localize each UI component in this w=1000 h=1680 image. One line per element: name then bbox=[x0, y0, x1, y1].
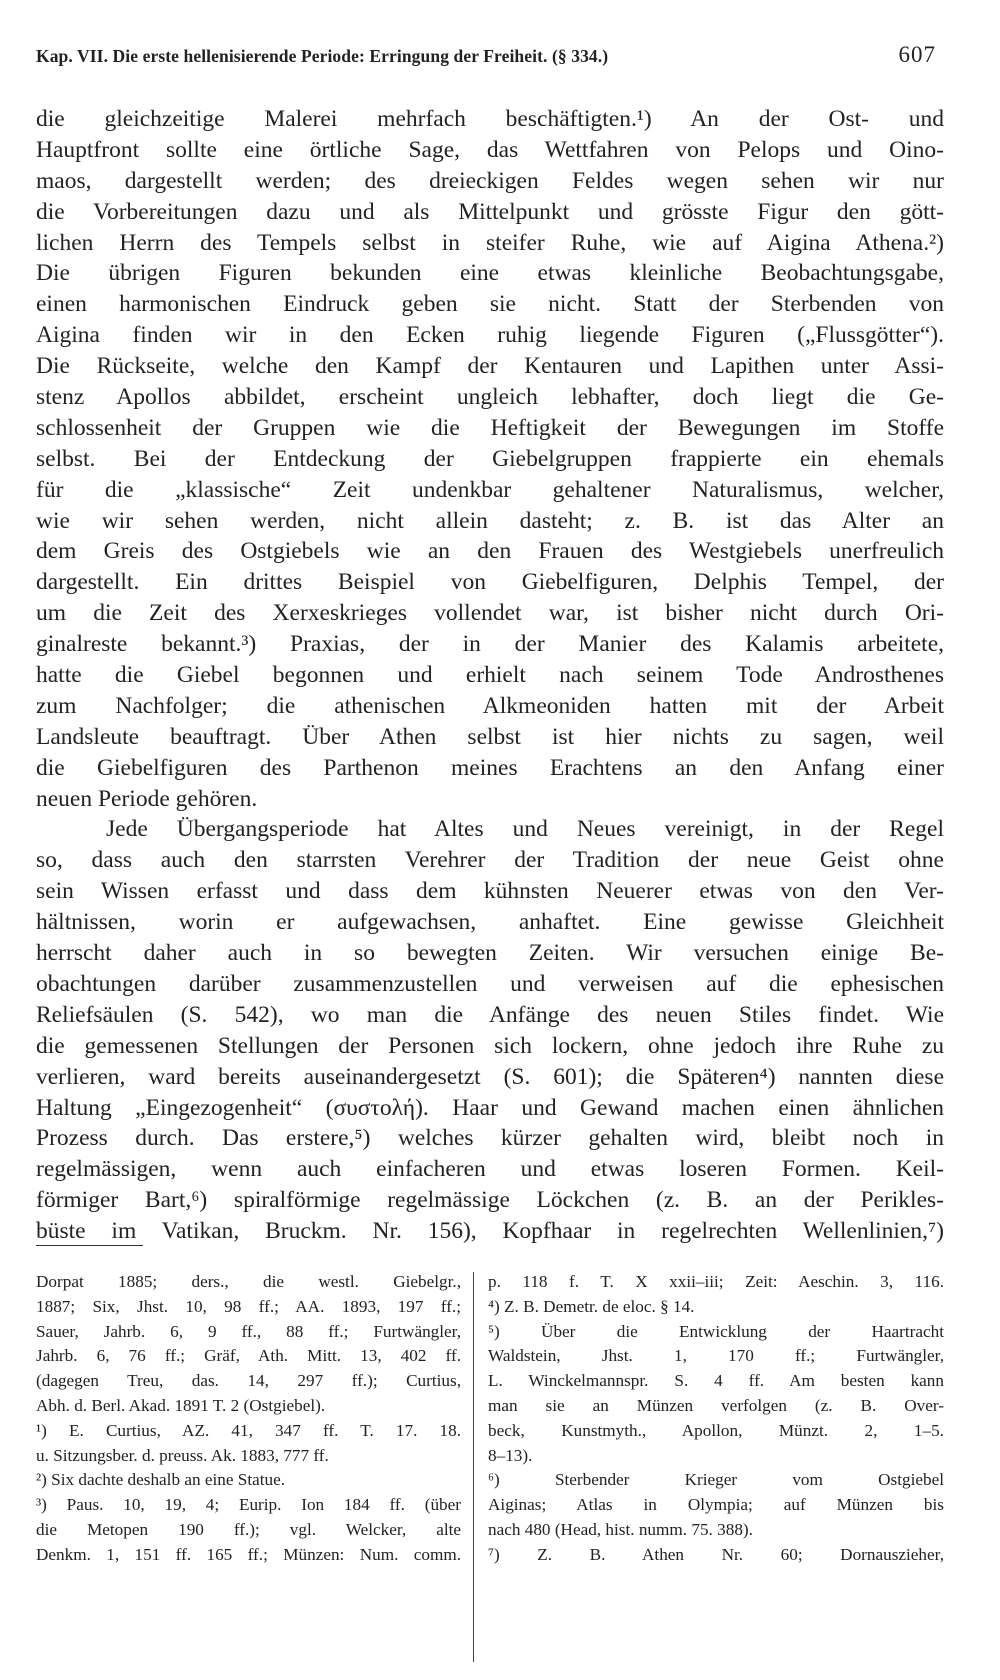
text-line: zum Nachfolger; die athenischen Alkmeoniden hatten mit der Arbeit bbox=[36, 692, 944, 719]
footnote-column-rule bbox=[473, 1272, 474, 1662]
text-line: stenz Apollos abbildet, erscheint ungleich lebhafter, doch liegt die Ge- bbox=[36, 384, 944, 411]
text-line: büste im Vatikan, Bruckm. Nr. 156), Kopfhaar in regelrechten Wellenlinien,⁷) bbox=[36, 1218, 944, 1245]
text-line: Haltung „Eingezogenheit“ (συστολή). Haar und Gewand machen einen ähnlichen bbox=[36, 1094, 944, 1121]
text-line: herrscht daher auch in so bewegten Zeiten. Wir versuchen einige Be- bbox=[36, 940, 944, 967]
footnote-line: Waldstein, Jhst. 1, 170 ff.; Furtwängler, bbox=[488, 1346, 944, 1366]
text-line: Die Rückseite, welche den Kampf der Kentauren und Lapithen unter Assi- bbox=[36, 353, 944, 380]
footnotes-left-column bbox=[36, 1270, 461, 1568]
text-line: selbst. Bei der Entdeckung der Giebelgruppen frappierte ein ehemals bbox=[36, 445, 944, 472]
text-line: lichen Herrn des Tempels selbst in steifer Ruhe, wie auf Aigina Athena.²) bbox=[36, 229, 944, 256]
footnote-line: ³) Paus. 10, 19, 4; Eurip. Ion 184 ff. (über bbox=[36, 1495, 461, 1515]
text-line: Prozess durch. Das erstere,⁵) welches kürzer gehalten wird, bleibt noch in bbox=[36, 1125, 944, 1152]
footnote-line: ⁵) Über die Entwicklung der Haartracht bbox=[488, 1321, 944, 1341]
text-line: neuen Periode gehören. bbox=[36, 785, 258, 812]
text-line: maos, dargestellt werden; des dreieckigen Feldes wegen sehen wir nur bbox=[36, 167, 944, 194]
text-line: sein Wissen erfasst und dass dem kühnsten Neuerer etwas von den Ver- bbox=[36, 878, 944, 905]
footnote-line: ⁷) Z. B. Athen Nr. 60; Dornauszieher, bbox=[488, 1544, 944, 1564]
footnote-line: beck, Kunstmyth., Apollon, Münzt. 2, 1–5. bbox=[488, 1420, 944, 1440]
text-line: Landsleute beauftragt. Über Athen selbst ist hier nichts zu sagen, weil bbox=[36, 723, 944, 750]
text-line: für die „klassische“ Zeit undenkbar gehaltener Naturalismus, welcher, bbox=[36, 476, 944, 503]
text-line: ginalreste bekannt.³) Praxias, der in der Manier des Kalamis arbeitete, bbox=[36, 631, 944, 658]
running-head bbox=[36, 42, 936, 76]
footnote-line: ⁴) Z. B. Demetr. de eloc. § 14. bbox=[488, 1296, 695, 1316]
text-line: hatte die Giebel begonnen und erhielt nach seinem Tode Androsthenes bbox=[36, 662, 944, 689]
text-line: dargestellt. Ein drittes Beispiel von Giebelfiguren, Delphis Tempel, der bbox=[36, 569, 944, 596]
text-line: förmiger Bart,⁶) spiralförmige regelmässige Löckchen (z. B. an der Perikles- bbox=[36, 1187, 944, 1214]
paragraph-start-line: Jede Übergangsperiode hat Altes und Neues vereinigt, in der Regel bbox=[106, 816, 944, 843]
footnote-line: nach 480 (Head, hist. numm. 75. 388). bbox=[488, 1519, 753, 1539]
text-line: Reliefsäulen (S. 542), wo man die Anfänge des neuen Stiles findet. Wie bbox=[36, 1001, 944, 1028]
footnote-line: Sauer, Jahrb. 6, 9 ff., 88 ff.; Furtwängler, bbox=[36, 1321, 461, 1341]
footnote-line: (dagegen Treu, das. 14, 297 ff.); Curtius, bbox=[36, 1371, 461, 1391]
footnote-line: 1887; Six, Jhst. 10, 98 ff.; AA. 1893, 197 ff.; bbox=[36, 1296, 461, 1316]
footnote-line: ¹) E. Curtius, AZ. 41, 347 ff. T. 17. 18. bbox=[36, 1420, 461, 1440]
text-line: verlieren, ward bereits auseinandergesetzt (S. 601); die Späteren⁴) nannten diese bbox=[36, 1063, 944, 1090]
text-line: die gemessenen Stellungen der Personen sich lockern, ohne jedoch ihre Ruhe zu bbox=[36, 1032, 944, 1059]
text-line: hältnissen, worin er aufgewachsen, anhaftet. Eine gewisse Gleichheit bbox=[36, 909, 944, 936]
text-line: Die übrigen Figuren bekunden eine etwas kleinliche Beobachtungsgabe, bbox=[36, 260, 944, 287]
footnote-line: u. Sitzungsber. d. preuss. Ak. 1883, 777 ff. bbox=[36, 1445, 329, 1465]
text-line: so, dass auch den starrsten Verehrer der Tradition der neue Geist ohne bbox=[36, 847, 944, 874]
text-line: Aigina finden wir in den Ecken ruhig liegende Figuren („Flussgötter“). bbox=[36, 322, 944, 349]
text-line: obachtungen darüber zusammenzustellen und verweisen auf die ephesischen bbox=[36, 970, 944, 997]
footnote-line: die Metopen 190 ff.); vgl. Welcker, alte bbox=[36, 1519, 461, 1539]
text-line: dem Greis des Ostgiebels wie an den Frauen des Westgiebels unerfreulich bbox=[36, 538, 944, 565]
text-line: einen harmonischen Eindruck geben sie nicht. Statt der Sterbenden von bbox=[36, 291, 944, 318]
footnote-line: Dorpat 1885; ders., die westl. Giebelgr., bbox=[36, 1272, 461, 1291]
footnote-line: man sie an Münzen verfolgen (z. B. Over- bbox=[488, 1395, 944, 1415]
footnote-line: p. 118 f. T. X xxii–iii; Zeit: Aeschin. 3, 116. bbox=[488, 1272, 944, 1291]
footnote-line: ²) Six dachte deshalb an eine Statue. bbox=[36, 1470, 286, 1490]
text-line: wie wir sehen werden, nicht allein dasteht; z. B. ist das Alter an bbox=[36, 507, 944, 534]
footnote-line: Abh. d. Berl. Akad. 1891 T. 2 (Ostgiebel). bbox=[36, 1395, 326, 1415]
footnote-separator bbox=[36, 1245, 143, 1246]
text-line: Hauptfront sollte eine örtliche Sage, das Wettfahren von Pelops und Oino- bbox=[36, 136, 944, 163]
text-line: regelmässigen, wenn auch einfacheren und etwas loseren Formen. Keil- bbox=[36, 1156, 944, 1183]
text-line: um die Zeit des Xerxeskrieges vollendet war, ist bisher nicht durch Ori- bbox=[36, 600, 944, 627]
main-text bbox=[36, 104, 944, 1247]
page-number: 607 bbox=[898, 42, 936, 67]
footnote-line: Jahrb. 6, 76 ff.; Gräf, Ath. Mitt. 13, 402 ff. bbox=[36, 1346, 461, 1366]
text-line: schlossenheit der Gruppen wie die Heftigkeit der Bewegungen im Stoffe bbox=[36, 414, 944, 441]
footnote-line: ⁶) Sterbender Krieger vom Ostgiebel bbox=[488, 1470, 944, 1490]
footnote-line: Aiginas; Atlas in Olympia; auf Münzen bis bbox=[488, 1495, 944, 1515]
text-line: die Vorbereitungen dazu und als Mittelpunkt und grösste Figur den gött- bbox=[36, 198, 944, 225]
text-line: die Giebelfiguren des Parthenon meines Erachtens an den Anfang einer bbox=[36, 754, 944, 781]
footnote-line: L. Winckelmannspr. S. 4 ff. Am besten kann bbox=[488, 1371, 944, 1391]
footnote-line: Denkm. 1, 151 ff. 165 ff.; Münzen: Num. comm. bbox=[36, 1544, 461, 1564]
text-line: die gleichzeitige Malerei mehrfach beschäftigten.¹) An der Ost- und bbox=[36, 106, 944, 132]
footnote-line: 8–13). bbox=[488, 1445, 533, 1465]
chapter-heading: Kap. VII. Die erste hellenisierende Periode: Erringung der Freiheit. (§ 334.) bbox=[36, 46, 609, 66]
footnotes-right-column bbox=[488, 1270, 944, 1568]
